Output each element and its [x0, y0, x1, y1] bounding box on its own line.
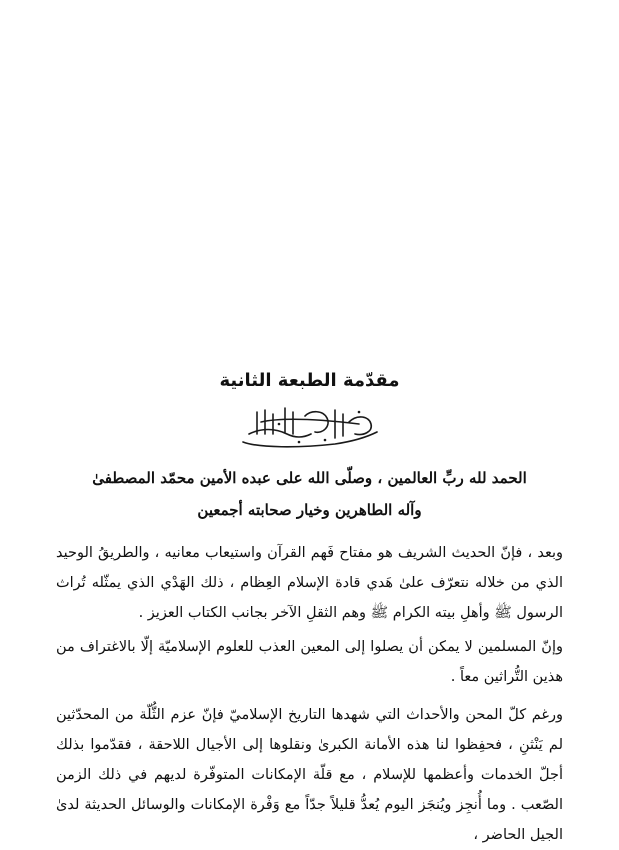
body-paragraph: ورغم كلّ المحن والأحداث التي شهدها التاريخ الإسلاميّ فإنّ عزم الثُّلّة من المحدّثين لم يَنْثنِ ، فحفِظوا لنا هذه الأمانة الكبرىٰ ونقلوها إلى الأجيال اللاحقة ، فقدّموا بذلك أجلّ الخدمات وأعظمها للإسلام ، مع قلّة الإمكانات المتوفّرة لديهم في ذلك الزمن الصّعب . وما أُنجِز ويُنجَز اليوم يُعدُّ قليلاً جدّاً مع وَفْرة الإمكانات والوسائل الحديثة لدىٰ الجيل الحاضر ،	[56, 707, 563, 843]
body-paragraph: وإنّ المسلمين لا يمكن أن يصلوا إلى المعين العذب للعلوم الإسلاميّة إلّا بالاغتراف من هذين التُّراثين معاً .	[56, 639, 563, 685]
basmala-calligraphy-logo	[239, 404, 381, 452]
doxology-line: وآله الطاهرين وخيار صحابته أجمعين	[197, 501, 422, 519]
body-paragraph: وبعد ، فإنّ الحديث الشريف هو مفتاح فَهم القرآن واستيعاب معانيه ، والطريقُ الوحيد الذي من خلاله نتعرّف علىٰ هَدي قادة الإسلام العِظام ، ذلك الهَدْي الذي يمثّله تُراث الرسول ﷺ وأهلِ بيته الكرام ﷺ وهم الثقلِ الآخر بجانب الكتاب العزيز .	[56, 545, 563, 621]
doxology-line: الحمد لله ربِّ العالمين ، وصلّى الله على عبده الأمين محمّد المصطفىٰ	[92, 469, 527, 487]
page-title: مقدّمة الطبعة الثانية	[219, 370, 400, 391]
